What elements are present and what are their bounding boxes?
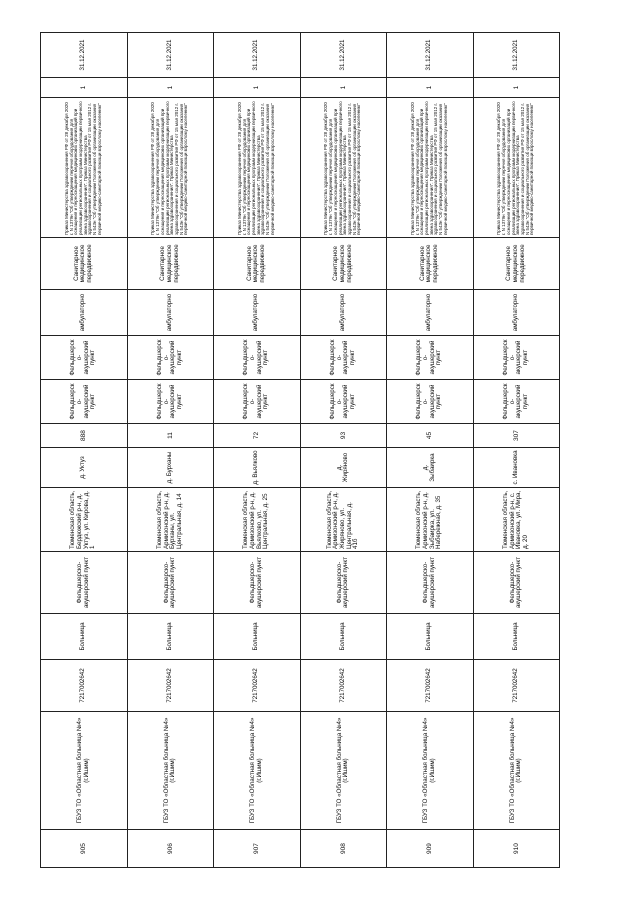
unit-cell: Фельдшерско-акушерский пункт	[214, 552, 301, 614]
inn-cell: 7217002642	[41, 660, 128, 712]
facility-kind-2-cell: Фельдшерско-акушерский пункт	[387, 336, 474, 380]
address-cell: Тюменская область, Армизонский р-н, д. Бурханы, ул. Центральная, д. 14	[127, 488, 214, 552]
regulation-cell: Приказ Министерства здравоохранения РФ от 28 декабря 2020 г. N 1379н "Об утверждении перечня оборудования для оснащения и переоснащения медицинских организаций при реализации региональных программ модернизации первичного звена здравоохранения". Приказ Министерства здравоохранения и социального развития РФ от 15 мая 2012 г. N 543н "Об утверждении Положения об организации оказания первичной медико-санитарной помощи взрослому населению"	[473, 98, 560, 238]
quantity-cell: 1	[41, 78, 128, 98]
equipment-cell: Санитарное медицинское передвижное	[41, 238, 128, 290]
care-form-cell: амбулаторно	[300, 290, 387, 336]
quantity-cell: 1	[127, 78, 214, 98]
population-cell: 888	[41, 424, 128, 448]
facility-kind-cell: Фельдшерско-акушерский пункт	[473, 380, 560, 424]
regulation-cell: Приказ Министерства здравоохранения РФ от 28 декабря 2020 г. N 1379н "Об утверждении перечня оборудования для оснащения и переоснащения медицинских организаций при реализации региональных программ модернизации первичного звена здравоохранения". Приказ Министерства здравоохранения и социального развития РФ от 15 мая 2012 г. N 543н "Об утверждении Положения об организации оказания первичной медико-санитарной помощи взрослому населению"	[300, 98, 387, 238]
organization-cell: ГБУЗ ТО «Областная больница №4» (г.Ишим)	[473, 712, 560, 830]
quantity-cell: 1	[387, 78, 474, 98]
settlement-cell: д. Жиряново	[300, 448, 387, 488]
settlement-cell: д. Зыбаирка	[387, 448, 474, 488]
table-row	[387, 33, 474, 868]
row-number-cell: 907	[214, 830, 301, 868]
population-cell: 93	[300, 424, 387, 448]
table-row	[41, 33, 128, 868]
regulation-cell: Приказ Министерства здравоохранения РФ от 28 декабря 2020 г. N 1379н "Об утверждении перечня оборудования для оснащения и переоснащения медицинских организаций при реализации региональных программ модернизации первичного звена здравоохранения". Приказ Министерства здравоохранения и социального развития РФ от 15 мая 2012 г. N 543н "Об утверждении Положения об организации оказания первичной медико-санитарной помощи взрослому населению"	[127, 98, 214, 238]
inn-cell: 7217002642	[473, 660, 560, 712]
facility-kind-cell: Фельдшерско-акушерский пункт	[300, 380, 387, 424]
organization-cell: ГБУЗ ТО «Областная больница №4» (г.Ишим)	[41, 712, 128, 830]
facility-type-cell: Больница	[387, 614, 474, 660]
facility-type-cell: Больница	[300, 614, 387, 660]
facility-kind-2-cell: Фельдшерско-акушерский пункт	[214, 336, 301, 380]
settlement-cell: д. Вьялково	[214, 448, 301, 488]
equipment-cell: Санитарное медицинское передвижное	[387, 238, 474, 290]
facility-kind-2-cell: Фельдшерско-акушерский пункт	[41, 336, 128, 380]
inn-cell: 7217002642	[387, 660, 474, 712]
date-cell: 31.12.2021	[41, 33, 128, 78]
table-row	[214, 33, 301, 868]
settlement-cell: с. Ивановка	[473, 448, 560, 488]
equipment-cell: Санитарное медицинское передвижное	[214, 238, 301, 290]
date-cell: 31.12.2021	[387, 33, 474, 78]
date-cell: 31.12.2021	[473, 33, 560, 78]
row-number-cell: 905	[41, 830, 128, 868]
inn-cell: 7217002642	[127, 660, 214, 712]
population-cell: 45	[387, 424, 474, 448]
facility-kind-2-cell: Фельдшерско-акушерский пункт	[473, 336, 560, 380]
settlement-cell: д. Бурханы	[127, 448, 214, 488]
facility-kind-cell: Фельдшерско-акушерский пункт	[214, 380, 301, 424]
row-number-cell: 909	[387, 830, 474, 868]
facility-kind-cell: Фельдшерско-акушерский пункт	[41, 380, 128, 424]
address-cell: Тюменская область, Армизонский р-н, с. Ивановка, ул. Мира, д. 20	[473, 488, 560, 552]
care-form-cell: амбулаторно	[41, 290, 128, 336]
row-number-cell: 908	[300, 830, 387, 868]
address-cell: Тюменская область, Армизонский р-н, д. Зыбаирка, ул. Набережная, д. 35	[387, 488, 474, 552]
rotated-table-wrapper	[40, 33, 560, 868]
row-number-cell: 906	[127, 830, 214, 868]
care-form-cell: амбулаторно	[473, 290, 560, 336]
equipment-cell: Санитарное медицинское передвижное	[127, 238, 214, 290]
facility-kind-2-cell: Фельдшерско-акушерский пункт	[300, 336, 387, 380]
regulation-cell: Приказ Министерства здравоохранения РФ от 28 декабря 2020 г. N 1379н "Об утверждении перечня оборудования для оснащения и переоснащения медицинских организаций при реализации региональных программ модернизации первичного звена здравоохранения". Приказ Министерства здравоохранения и социального развития РФ от 15 мая 2012 г. N 543н "Об утверждении Положения об организации оказания первичной медико-санитарной помощи взрослому населению"	[387, 98, 474, 238]
equipment-cell: Санитарное медицинское передвижное	[473, 238, 560, 290]
quantity-cell: 1	[300, 78, 387, 98]
address-cell: Тюменская область, Бердюжский р-н, д. Уктуз, ул. Кирова, д. 1	[41, 488, 128, 552]
facility-type-cell: Больница	[41, 614, 128, 660]
care-form-cell: амбулаторно	[214, 290, 301, 336]
organization-cell: ГБУЗ ТО «Областная больница №4» (г.Ишим)	[300, 712, 387, 830]
address-cell: Тюменская область, Армизонский р-н, д. Вьялково, ул. Центральная, д. 25	[214, 488, 301, 552]
population-cell: 11	[127, 424, 214, 448]
care-form-cell: амбулаторно	[127, 290, 214, 336]
inn-cell: 7217002642	[214, 660, 301, 712]
organization-cell: ГБУЗ ТО «Областная больница №4» (г.Ишим)	[214, 712, 301, 830]
date-cell: 31.12.2021	[127, 33, 214, 78]
facility-type-cell: Больница	[214, 614, 301, 660]
facility-type-cell: Больница	[473, 614, 560, 660]
population-cell: 307	[473, 424, 560, 448]
care-form-cell: амбулаторно	[387, 290, 474, 336]
date-cell: 31.12.2021	[300, 33, 387, 78]
equipment-cell: Санитарное медицинское передвижное	[300, 238, 387, 290]
table-row	[127, 33, 214, 868]
address-cell: Тюменская область, Армизонский р-н, д. Жиряново, ул. Центральная, д. 41б	[300, 488, 387, 552]
quantity-cell: 1	[214, 78, 301, 98]
organization-cell: ГБУЗ ТО «Областная больница №4» (г.Ишим)	[387, 712, 474, 830]
table-row	[473, 33, 560, 868]
table-body	[41, 33, 560, 868]
facility-kind-2-cell: Фельдшерско-акушерский пункт	[127, 336, 214, 380]
unit-cell: Фельдшерско-акушерский пункт	[127, 552, 214, 614]
organization-cell: ГБУЗ ТО «Областная больница №4» (г.Ишим)	[127, 712, 214, 830]
population-cell: 72	[214, 424, 301, 448]
unit-cell: Фельдшерско-акушерский пункт	[300, 552, 387, 614]
inn-cell: 7217002642	[300, 660, 387, 712]
facility-kind-cell: Фельдшерско-акушерский пункт	[387, 380, 474, 424]
unit-cell: Фельдшерско-акушерский пункт	[41, 552, 128, 614]
facility-type-cell: Больница	[127, 614, 214, 660]
regulation-cell: Приказ Министерства здравоохранения РФ от 28 декабря 2020 г. N 1379н "Об утверждении перечня оборудования для оснащения и переоснащения медицинских организаций при реализации региональных программ модернизации первичного звена здравоохранения". Приказ Министерства здравоохранения и социального развития РФ от 15 мая 2012 г. N 543н "Об утверждении Положения об организации оказания первичной медико-санитарной помощи взрослому населению"	[214, 98, 301, 238]
equipment-table	[40, 32, 560, 868]
regulation-cell: Приказ Министерства здравоохранения РФ от 28 декабря 2020 г. N 1379н "Об утверждении перечня оборудования для оснащения и переоснащения медицинских организаций при реализации региональных программ модернизации первичного звена здравоохранения". Приказ Министерства здравоохранения и социального развития РФ от 15 мая 2012 г. N 543н "Об утверждении Положения об организации оказания первичной медико-санитарной помощи взрослому населению"	[41, 98, 128, 238]
date-cell: 31.12.2021	[214, 33, 301, 78]
table-row	[300, 33, 387, 868]
facility-kind-cell: Фельдшерско-акушерский пункт	[127, 380, 214, 424]
settlement-cell: д. Уктуз	[41, 448, 128, 488]
row-number-cell: 910	[473, 830, 560, 868]
unit-cell: Фельдшерско-акушерский пункт	[387, 552, 474, 614]
unit-cell: Фельдшерско-акушерский пункт	[473, 552, 560, 614]
quantity-cell: 1	[473, 78, 560, 98]
